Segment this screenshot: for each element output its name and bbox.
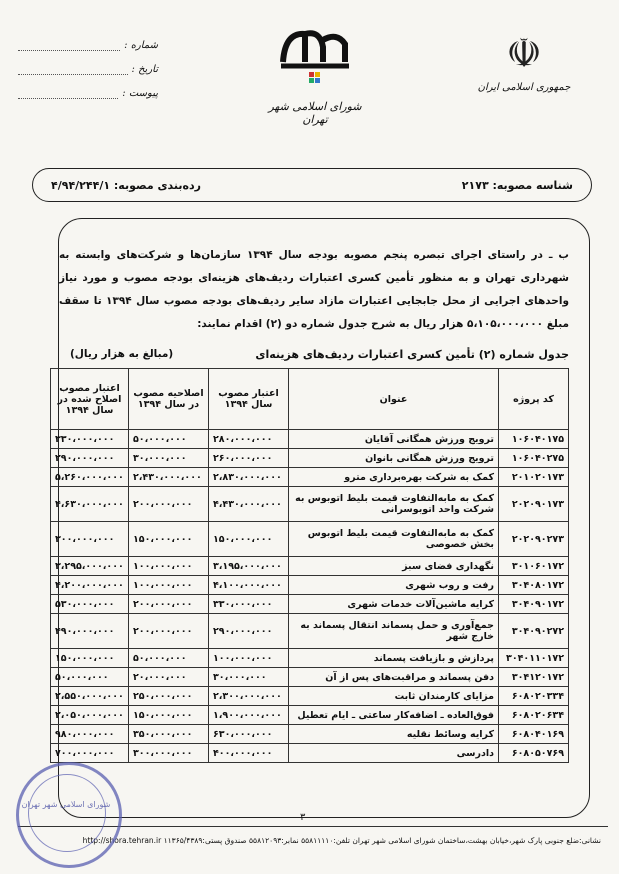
- meta-date-label: تاریخ :: [131, 64, 158, 75]
- row-title: کرایه وسائط نقلیه: [289, 725, 499, 744]
- row-title: کمک به مابه‌التفاوت قیمت بلیط اتوبوس بخش خصوصی: [289, 522, 499, 557]
- row-code: ۶۰۸۰۴۰۱۶۹: [499, 725, 569, 744]
- table-row: [51, 649, 569, 668]
- row-code: ۲۰۲۰۹۰۲۷۳: [499, 522, 569, 557]
- row-amendment: ۳۰۰،۰۰۰،۰۰۰: [129, 744, 209, 763]
- resolution-classification: رده‌بندی مصوبه: ۴/۹۴/۲۴۴/۱: [51, 178, 201, 192]
- budget-table: [50, 368, 569, 763]
- body-paragraph: ب ـ در راستای اجرای تبصره پنجم مصوبه بودجه سال ۱۳۹۴ سازمان‌ها و شرکت‌های وابسته به شهرداری تهران و به منظور تأمین کسری اعتبارات ردیف‌های هزینه‌ای بودجه مصوب و مورد نیاز واحدهای اجرایی از محل جابجایی اعتبارات مازاد سایر ردیف‌های بودجه مصوب سال ۱۳۹۴ تا سقف مبلغ ۵،۱۰۵،۰۰۰،۰۰۰ هزار ریال به شرح جدول شماره دو (۲) اقدام نمایند:: [59, 249, 569, 330]
- row-amendment: ۵۰،۰۰۰،۰۰۰: [129, 430, 209, 449]
- row-code: ۲۰۱۰۲۰۱۷۳: [499, 468, 569, 487]
- row-code: ۶۰۸۰۲۰۶۳۴: [499, 706, 569, 725]
- row-approved: ۲۶۰،۰۰۰،۰۰۰: [209, 449, 289, 468]
- row-revised: ۵۰،۰۰۰،۰۰۰: [51, 668, 129, 687]
- row-approved: ۴،۴۳۰،۰۰۰،۰۰۰: [209, 487, 289, 522]
- row-approved: ۲۸۰،۰۰۰،۰۰۰: [209, 430, 289, 449]
- row-amendment: ۲۰۰،۰۰۰،۰۰۰: [129, 487, 209, 522]
- row-code: ۱۰۶۰۴۰۲۷۵: [499, 449, 569, 468]
- header-code: کد پروژه: [499, 369, 569, 430]
- table-row: [51, 687, 569, 706]
- council-caption: شورای اسلامی شهر تهران: [268, 100, 362, 126]
- row-amendment: ۳۵۰،۰۰۰،۰۰۰: [129, 725, 209, 744]
- row-title: دفن پسماند و مراقبت‌های پس از آن: [289, 668, 499, 687]
- table-header-row: [51, 369, 569, 430]
- row-title: نگهداری فضای سبز: [289, 557, 499, 576]
- table-title: جدول شماره (۲) تأمین کسری اعتبارات ردیف‌های هزینه‌ای: [255, 348, 569, 361]
- emblem-icon: ☫: [506, 31, 542, 77]
- table-row: [51, 487, 569, 522]
- row-title: کمک به مابه‌التفاوت قیمت بلیط اتوبوس به شرکت واحد اتوبوسرانی: [289, 487, 499, 522]
- meta-attachment-label: پیوست :: [122, 88, 158, 99]
- header-approved: اعتبار مصوب سال ۱۳۹۴: [209, 369, 289, 430]
- row-amendment: ۱۵۰،۰۰۰،۰۰۰: [129, 522, 209, 557]
- row-approved: ۱،۹۰۰،۰۰۰،۰۰۰: [209, 706, 289, 725]
- row-revised: ۲،۰۵۰،۰۰۰،۰۰۰: [51, 706, 129, 725]
- table-unit: (مبالغ به هزار ریال): [70, 348, 174, 360]
- row-amendment: ۵۰،۰۰۰،۰۰۰: [129, 649, 209, 668]
- row-code: ۳۰۴۱۲۰۱۷۲: [499, 668, 569, 687]
- row-code: ۳۰۱۰۶۰۱۷۲: [499, 557, 569, 576]
- table-row: [51, 595, 569, 614]
- table-row: [51, 744, 569, 763]
- council-logo-icon: [275, 22, 355, 92]
- row-title: مزایای کارمندان ثابت: [289, 687, 499, 706]
- row-approved: ۲،۸۳۰،۰۰۰،۰۰۰: [209, 468, 289, 487]
- meta-attachment: [18, 88, 158, 112]
- row-approved: ۴۰۰،۰۰۰،۰۰۰: [209, 744, 289, 763]
- seal-text: شورای اسلامی شهر تهران: [21, 800, 111, 809]
- row-code: ۶۰۸۰۵۰۷۶۹: [499, 744, 569, 763]
- row-amendment: ۱۰۰،۰۰۰،۰۰۰: [129, 557, 209, 576]
- header-revised: اعتبار مصوب اصلاح شده در سال ۱۳۹۴: [51, 369, 129, 430]
- row-revised: ۴،۶۳۰،۰۰۰،۰۰۰: [51, 487, 129, 522]
- header-amendment: اصلاحیه مصوب در سال ۱۳۹۴: [129, 369, 209, 430]
- republic-caption: جمهوری اسلامی ایران: [477, 82, 571, 93]
- meta-number-label: شماره :: [124, 40, 158, 51]
- row-approved: ۲۹۰،۰۰۰،۰۰۰: [209, 614, 289, 649]
- page-number: ۳: [300, 812, 306, 823]
- row-revised: ۱۵۰،۰۰۰،۰۰۰: [51, 649, 129, 668]
- row-title: دادرسی: [289, 744, 499, 763]
- row-amendment: ۳۰،۰۰۰،۰۰۰: [129, 449, 209, 468]
- row-title: ترویج ورزش همگانی بانوان: [289, 449, 499, 468]
- row-amendment: ۲۰،۰۰۰،۰۰۰: [129, 668, 209, 687]
- row-amendment: ۱۰۰،۰۰۰،۰۰۰: [129, 576, 209, 595]
- row-code: ۳۰۴۰۹۰۱۷۲: [499, 595, 569, 614]
- row-revised: ۳،۲۹۵،۰۰۰،۰۰۰: [51, 557, 129, 576]
- row-revised: ۵،۲۶۰،۰۰۰،۰۰۰: [51, 468, 129, 487]
- meta-date: [18, 64, 158, 88]
- letter-meta: [18, 40, 158, 112]
- row-approved: ۶۳۰،۰۰۰،۰۰۰: [209, 725, 289, 744]
- table-row: [51, 725, 569, 744]
- reference-box: [32, 168, 592, 202]
- header-title: عنوان: [289, 369, 499, 430]
- row-revised: ۳۳۰،۰۰۰،۰۰۰: [51, 430, 129, 449]
- row-amendment: ۱۵۰،۰۰۰،۰۰۰: [129, 706, 209, 725]
- resolution-id: شناسه مصوبه: ۲۱۷۳: [461, 178, 573, 192]
- row-approved: ۴،۱۰۰،۰۰۰،۰۰۰: [209, 576, 289, 595]
- row-approved: ۱۰۰،۰۰۰،۰۰۰: [209, 649, 289, 668]
- row-title: فوق‌العاده ـ اضافه‌کار ساعتی ـ ایام تعطیل: [289, 706, 499, 725]
- row-code: ۶۰۸۰۲۰۳۳۴: [499, 687, 569, 706]
- row-code: ۳۰۴۰۹۰۲۷۲: [499, 614, 569, 649]
- seal-inner-ring: [28, 774, 106, 852]
- row-amendment: ۲۰۰،۰۰۰،۰۰۰: [129, 614, 209, 649]
- table-row: [51, 522, 569, 557]
- row-revised: ۷۰۰،۰۰۰،۰۰۰: [51, 744, 129, 763]
- row-code: ۱۰۶۰۴۰۱۷۵: [499, 430, 569, 449]
- footer-address: نشانی:ضلع جنوبی پارک شهر،خیابان بهشت،ساختمان شورای اسلامی شهر تهران تلفن:۵۵۸۱۱۱۱۰ نمابر:۵۵۸۱۲۰۹۳ صندوق پستی:۱۱۳۶۵/۴۳۸۹ http://shora.tehran.ir: [82, 836, 601, 845]
- row-code: ۳۰۴۰۱۱۰۱۷۲: [499, 649, 569, 668]
- table-row: [51, 706, 569, 725]
- council-logo: [255, 22, 375, 126]
- row-revised: ۲۹۰،۰۰۰،۰۰۰: [51, 449, 129, 468]
- table-row: [51, 614, 569, 649]
- row-revised: ۴۹۰،۰۰۰،۰۰۰: [51, 614, 129, 649]
- row-amendment: ۲،۴۳۰،۰۰۰،۰۰۰: [129, 468, 209, 487]
- table-row: [51, 557, 569, 576]
- row-revised: ۵۳۰،۰۰۰،۰۰۰: [51, 595, 129, 614]
- table-row: [51, 430, 569, 449]
- row-title: پردازش و بازیافت پسماند: [289, 649, 499, 668]
- row-title: جمع‌آوری و حمل پسماند انتقال پسماند به خارج شهر: [289, 614, 499, 649]
- row-code: ۳۰۴۰۸۰۱۷۲: [499, 576, 569, 595]
- row-title: کمک به شرکت بهره‌برداری مترو: [289, 468, 499, 487]
- table-row: [51, 576, 569, 595]
- table-row: [51, 449, 569, 468]
- meta-number: [18, 40, 158, 64]
- table-row: [51, 468, 569, 487]
- iran-emblem: [469, 32, 579, 93]
- row-revised: ۹۸۰،۰۰۰،۰۰۰: [51, 725, 129, 744]
- row-approved: ۳۰،۰۰۰،۰۰۰: [209, 668, 289, 687]
- row-amendment: ۲۰۰،۰۰۰،۰۰۰: [129, 595, 209, 614]
- row-approved: ۲،۳۰۰،۰۰۰،۰۰۰: [209, 687, 289, 706]
- row-revised: ۴،۲۰۰،۰۰۰،۰۰۰: [51, 576, 129, 595]
- row-approved: ۳۳۰،۰۰۰،۰۰۰: [209, 595, 289, 614]
- row-title: رفت و روب شهری: [289, 576, 499, 595]
- row-revised: ۳۰۰،۰۰۰،۰۰۰: [51, 522, 129, 557]
- row-approved: ۳،۱۹۵،۰۰۰،۰۰۰: [209, 557, 289, 576]
- row-approved: ۱۵۰،۰۰۰،۰۰۰: [209, 522, 289, 557]
- row-code: ۲۰۲۰۹۰۱۷۳: [499, 487, 569, 522]
- row-amendment: ۲۵۰،۰۰۰،۰۰۰: [129, 687, 209, 706]
- row-title: ترویج ورزش همگانی آقایان: [289, 430, 499, 449]
- row-title: کرایه ماشین‌آلات خدمات شهری: [289, 595, 499, 614]
- row-revised: ۲،۵۵۰،۰۰۰،۰۰۰: [51, 687, 129, 706]
- table-row: [51, 668, 569, 687]
